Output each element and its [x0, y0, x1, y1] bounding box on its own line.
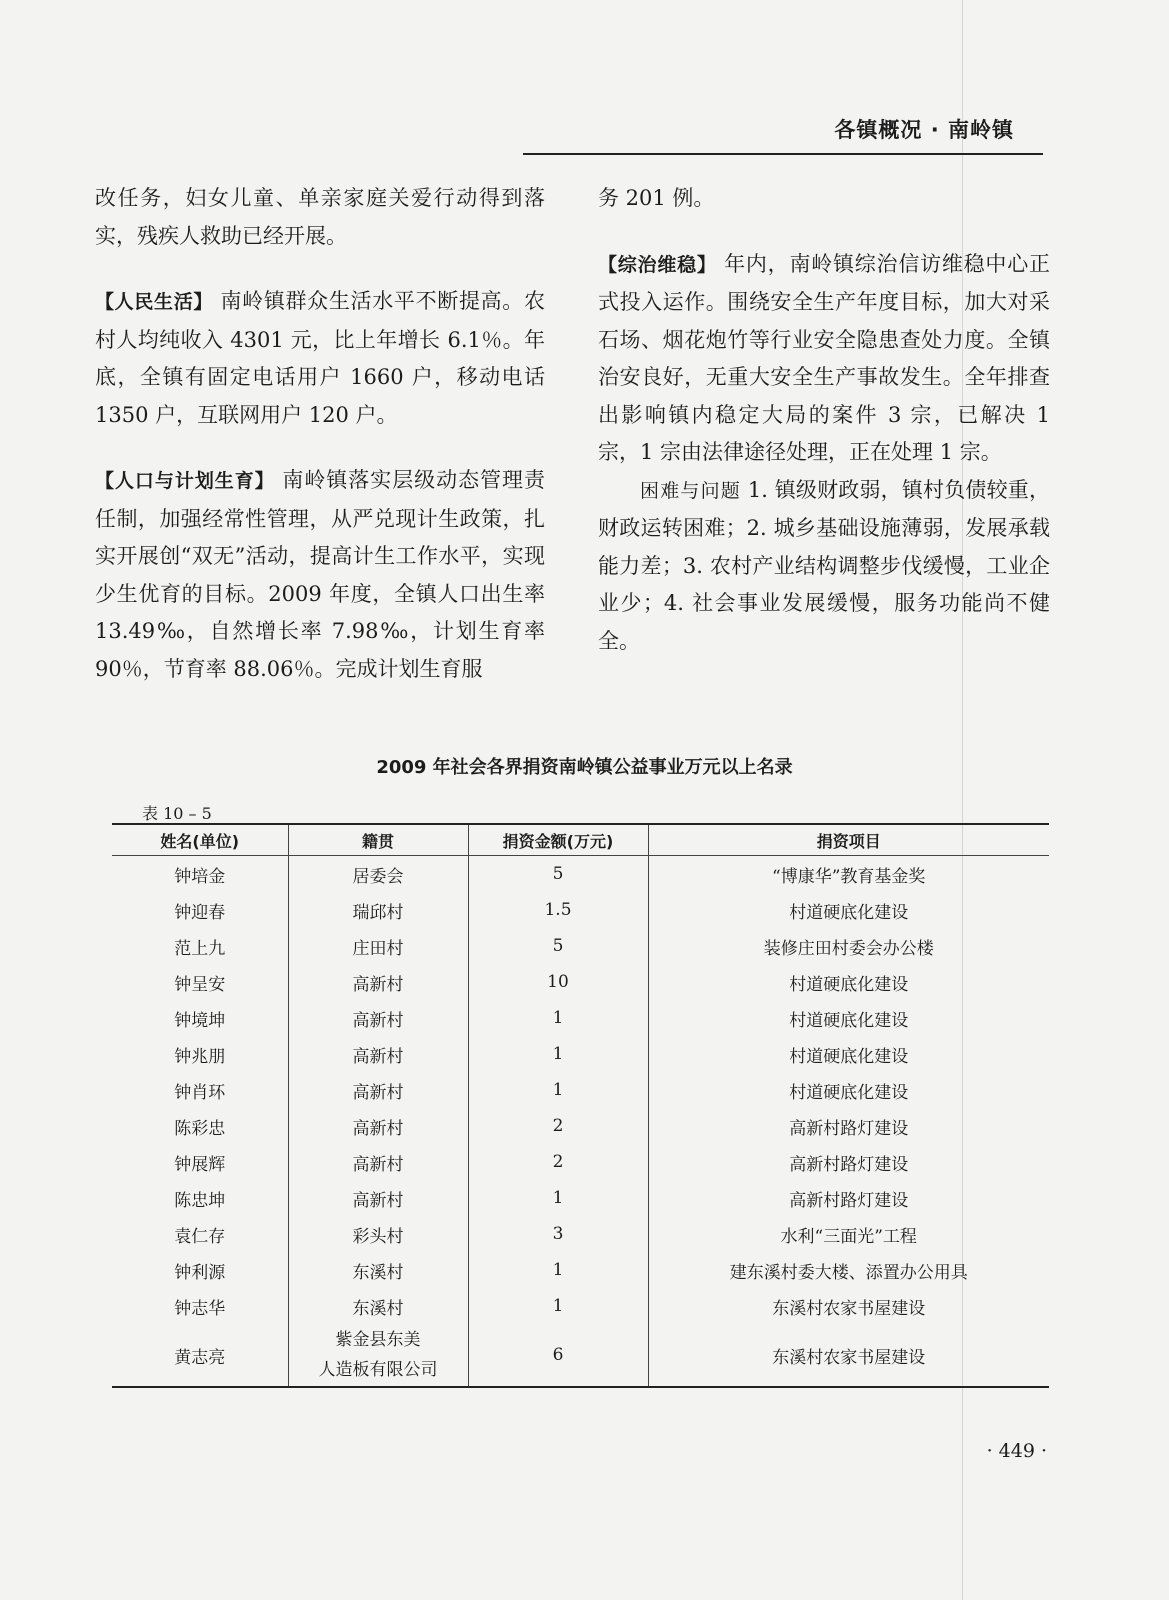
cell-project: 装修庄田村委会办公楼 [648, 928, 1049, 964]
column-header-name: 姓名(单位) [112, 824, 288, 856]
cell-amount: 1 [468, 1072, 648, 1108]
cell-name: 钟呈安 [174, 974, 226, 995]
table-row [112, 1324, 1049, 1387]
problems-heading: 困难与问题 [640, 479, 741, 502]
people-life-heading: 【人民生活】 [95, 291, 214, 313]
table-header-row [112, 824, 1049, 856]
header-rule [523, 153, 1043, 155]
stability-section [598, 246, 1050, 472]
cell-name: 钟迎春 [174, 902, 226, 923]
cell-name: 黄志亮 [112, 1324, 288, 1387]
cell-origin: 高新村 [288, 1000, 468, 1036]
cell-amount: 1.5 [468, 892, 648, 928]
table-row [112, 892, 1049, 928]
cell-origin: 高新村 [288, 1144, 468, 1180]
column-header-amount: 捐资金额(万元) [468, 824, 648, 856]
cell-origin: 东溪村 [288, 1252, 468, 1288]
cell-amount: 5 [468, 856, 648, 893]
cell-project: 东溪村农家书屋建设 [648, 1288, 1049, 1324]
cell-origin: 彩头村 [288, 1216, 468, 1252]
cell-name: 钟培金 [174, 866, 226, 887]
cell-project: 村道硬底化建设 [648, 1036, 1049, 1072]
cell-name: 陈忠坤 [174, 1190, 226, 1211]
cell-amount: 2 [468, 1144, 648, 1180]
population-section [95, 462, 545, 688]
table-title: 2009 年社会各界捐资南岭镇公益事业万元以上名录 [376, 757, 793, 778]
left-column [95, 180, 545, 688]
cell-amount: 3 [468, 1216, 648, 1252]
people-life-section [95, 283, 545, 434]
table-row [112, 1216, 1049, 1252]
cell-amount: 1 [468, 1288, 648, 1324]
table-row [112, 856, 1049, 893]
cell-amount: 1 [468, 1180, 648, 1216]
cell-origin: 高新村 [288, 1072, 468, 1108]
cell-origin-line: 紫金县东美 [335, 1330, 421, 1350]
cell-amount: 10 [468, 964, 648, 1000]
cell-name: 袁仁存 [174, 1226, 226, 1247]
table-row [112, 1108, 1049, 1144]
donors-table [112, 823, 1049, 1388]
cell-name: 钟志华 [174, 1298, 226, 1319]
stability-heading: 【综治维稳】 [598, 253, 717, 276]
page-number: · 449 · [986, 1440, 1047, 1462]
cell-amount: 5 [468, 928, 648, 964]
cell-project: 村道硬底化建设 [648, 892, 1049, 928]
cell-origin: 瑞邱村 [288, 892, 468, 928]
running-header: 各镇概况 · 南岭镇 [834, 118, 1014, 142]
cell-name: 钟利源 [174, 1262, 226, 1283]
stability-text: 年内，南岭镇综治信访维稳中心正式投入运作。围绕安全生产年度目标，加大对采石场、烟花炮竹等行业安全隐患查处力度。全镇治安良好，无重大安全生产事故发生。全年排查出影响镇内稳定大局的案件 3 宗，已解决 1 宗，1 宗由法律途径处理，正在处理 1 宗。 [598, 251, 1050, 464]
problems-text: 1. 镇级财政弱，镇村负债较重，财政运转困难；2. 城乡基础设施薄弱，发展承载能力差；3. 农村产业结构调整步伐缓慢，工业企业少；4. 社会事业发展缓慢，服务功能尚不健全。 [598, 477, 1050, 653]
table-row [112, 1144, 1049, 1180]
cell-origin: 居委会 [288, 856, 468, 893]
cell-origin: 高新村 [288, 1180, 468, 1216]
table-row [112, 1180, 1049, 1216]
right-column [598, 180, 1050, 660]
cell-project: 村道硬底化建设 [648, 964, 1049, 1000]
cell-project: 高新村路灯建设 [648, 1180, 1049, 1216]
cell-project: 村道硬底化建设 [648, 1072, 1049, 1108]
cell-origin [288, 1324, 468, 1387]
cell-project: 水利“三面光”工程 [648, 1216, 1049, 1252]
cell-origin: 高新村 [288, 1036, 468, 1072]
cell-origin: 高新村 [288, 964, 468, 1000]
people-life-text: 南岭镇群众生活水平不断提高。农村人均纯收入 4301 元，比上年增长 6.1％。年底，全镇有固定电话用户 1660 户，移动电话 1350 户，互联网用户 120 户。 [95, 289, 545, 427]
cell-project: 高新村路灯建设 [648, 1144, 1049, 1180]
continuation-paragraph: 务 201 例。 [598, 186, 715, 210]
table-row [112, 1252, 1049, 1288]
cell-origin: 高新村 [288, 1108, 468, 1144]
column-header-origin: 籍贯 [288, 824, 468, 856]
cell-origin-line: 人造板有限公司 [318, 1360, 438, 1380]
cell-project: “博康华”教育基金奖 [648, 856, 1049, 893]
population-text: 南岭镇落实层级动态管理责任制，加强经常性管理，从严兑现计生政策，扎实开展创“双无”活动，提高计生工作水平，实现少生优育的目标。2009 年度，全镇人口出生率 13.49‰，自然增长率 7.98‰，计划生育率 90％，节育率 88.06％。完成计划生育服 [95, 468, 545, 681]
cell-amount: 1 [468, 1000, 648, 1036]
cell-amount: 2 [468, 1108, 648, 1144]
population-heading: 【人口与计划生育】 [95, 470, 275, 492]
cell-name: 钟境坤 [174, 1010, 226, 1031]
cell-project: 东溪村农家书屋建设 [648, 1324, 1049, 1387]
cell-name: 范上九 [174, 938, 226, 959]
table-row [112, 1036, 1049, 1072]
table-row [112, 1288, 1049, 1324]
cell-name: 钟肖环 [174, 1082, 226, 1103]
problems-section [598, 472, 1050, 661]
cell-origin: 东溪村 [288, 1288, 468, 1324]
cell-amount: 1 [468, 1252, 648, 1288]
cell-amount: 6 [468, 1324, 648, 1387]
cell-name: 陈彩忠 [174, 1118, 226, 1139]
table-row [112, 1000, 1049, 1036]
cell-project: 村道硬底化建设 [648, 1000, 1049, 1036]
cell-name: 钟展辉 [174, 1154, 226, 1175]
cell-origin: 庄田村 [288, 928, 468, 964]
table-row [112, 928, 1049, 964]
cell-amount: 1 [468, 1036, 648, 1072]
table-row [112, 1072, 1049, 1108]
cell-project: 建东溪村委大楼、添置办公用具 [648, 1252, 1049, 1288]
intro-paragraph: 改任务，妇女儿童、单亲家庭关爱行动得到落实，残疾人救助已经开展。 [95, 186, 545, 248]
cell-name: 钟兆朋 [174, 1046, 226, 1067]
table-number: 表 10 – 5 [142, 804, 212, 823]
column-header-project: 捐资项目 [648, 824, 1049, 856]
cell-project: 高新村路灯建设 [648, 1108, 1049, 1144]
table-row [112, 964, 1049, 1000]
